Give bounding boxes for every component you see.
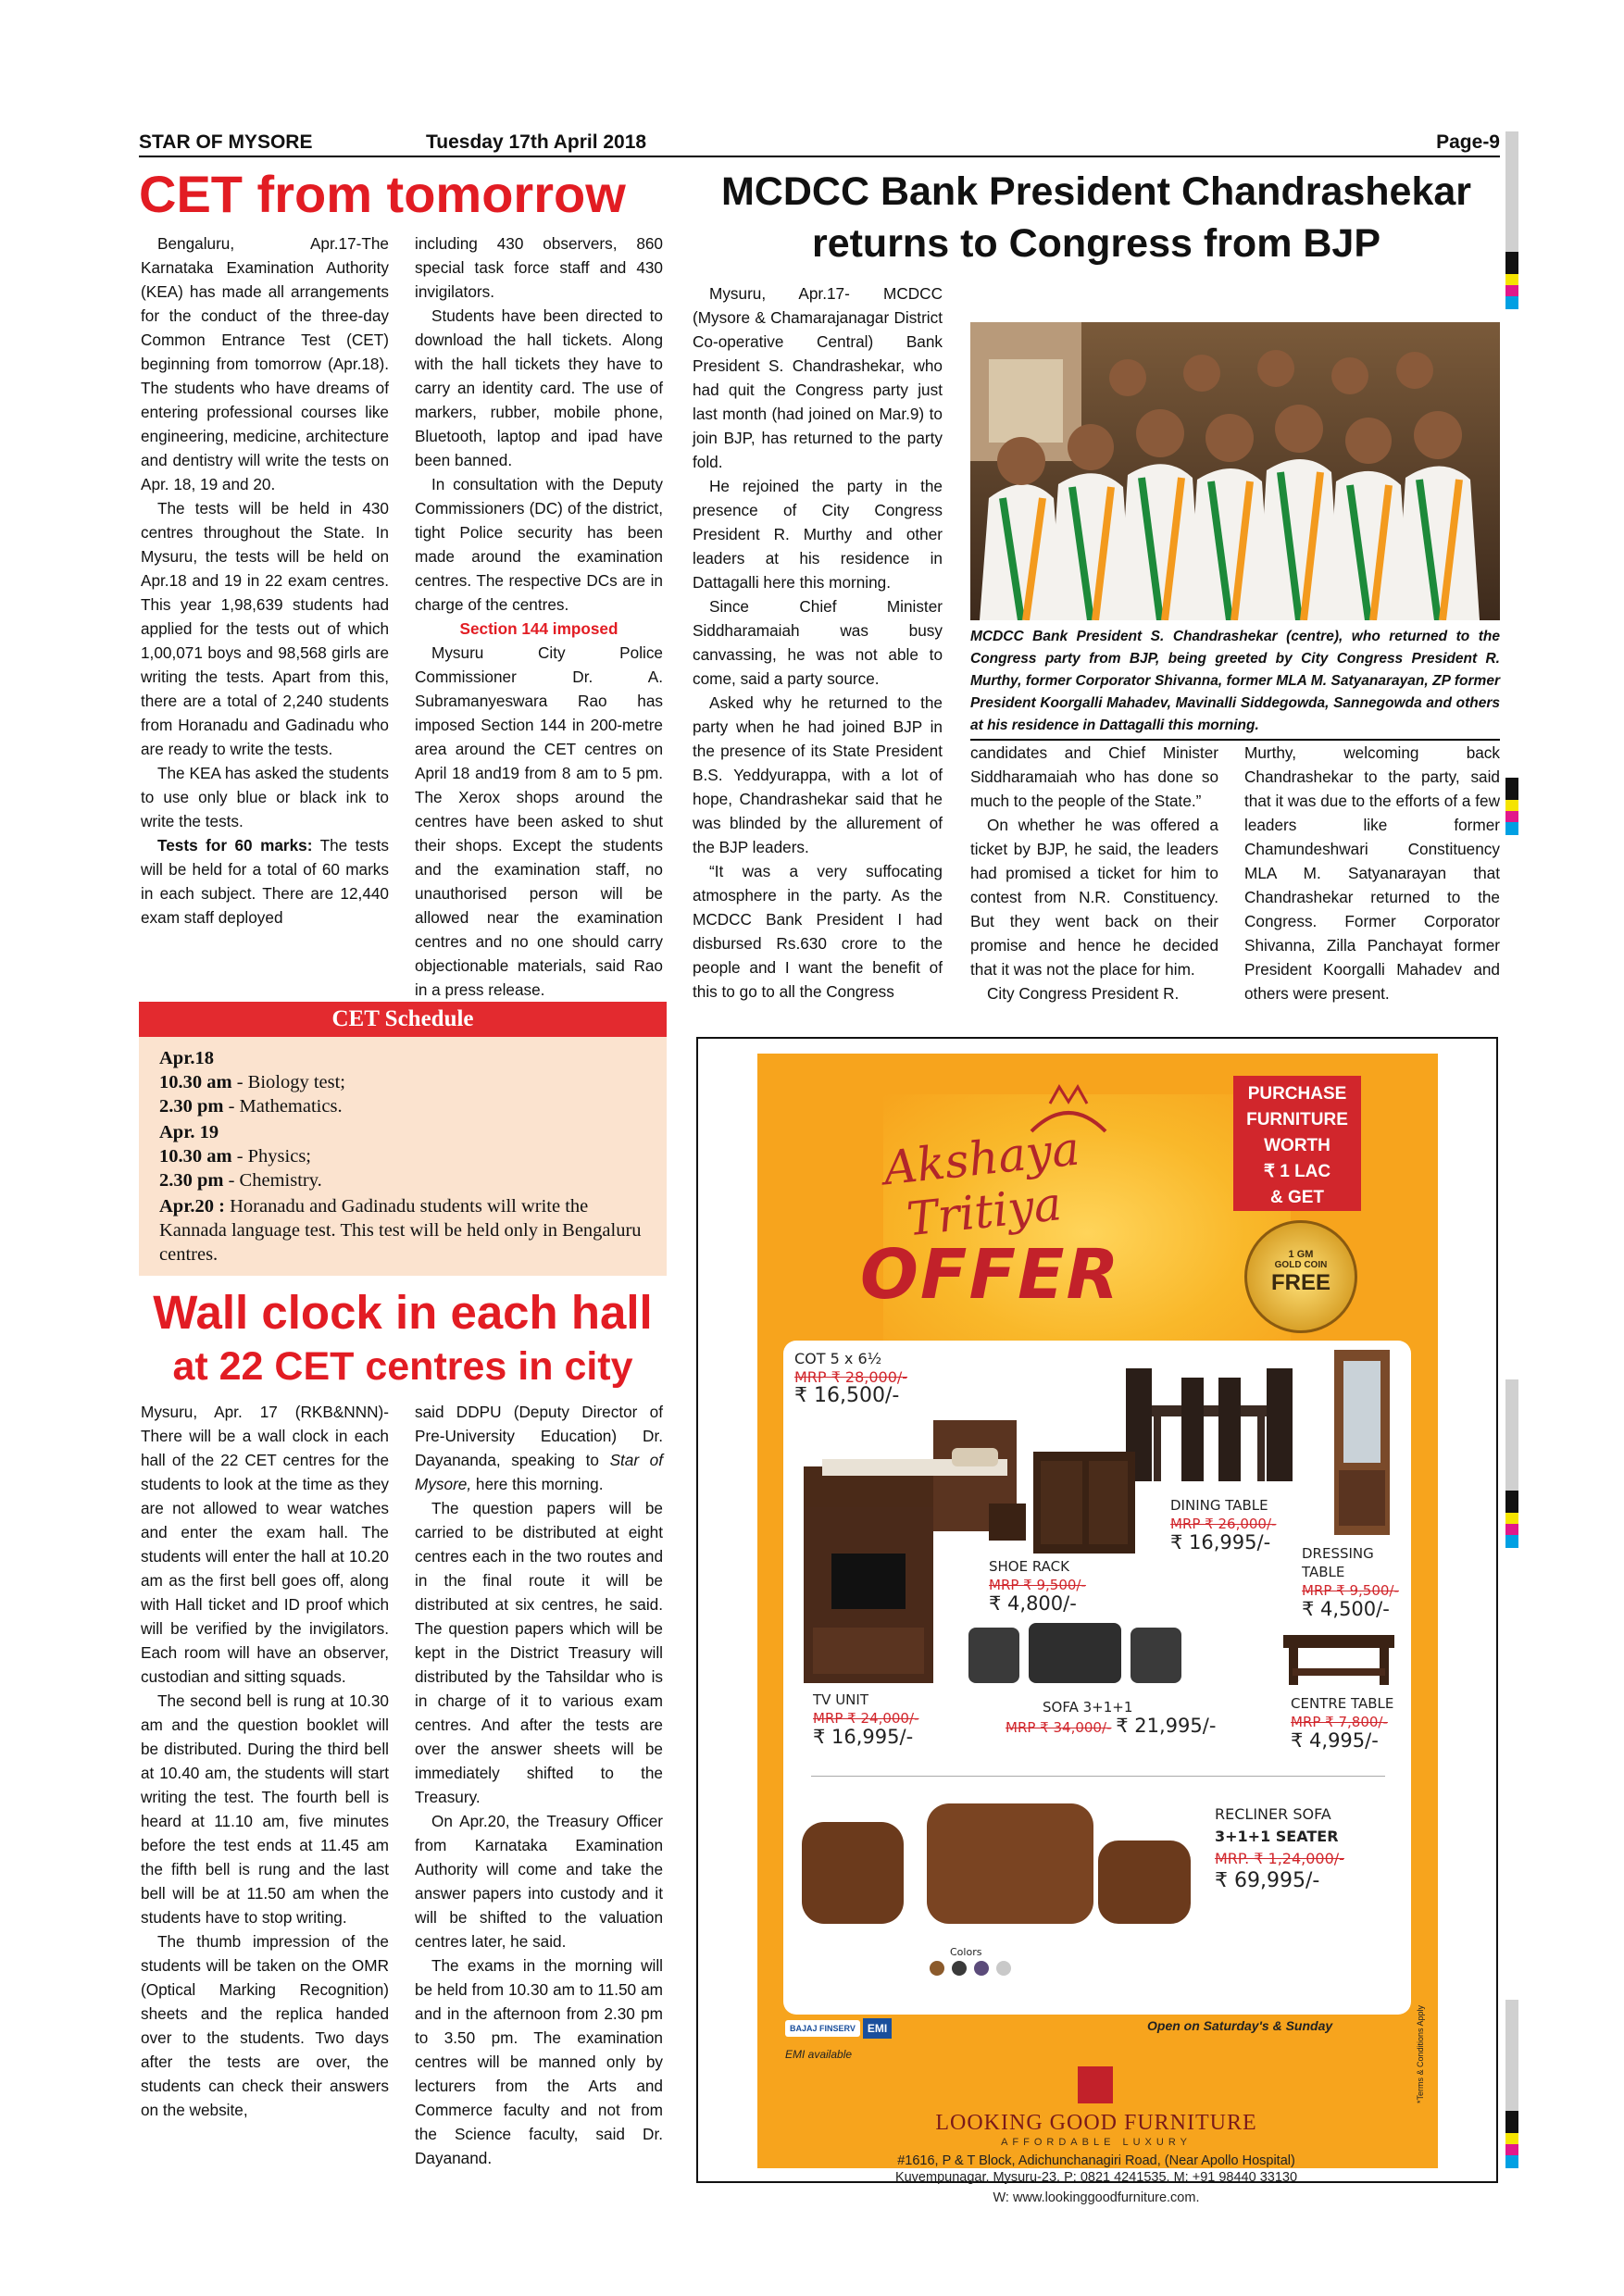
- emi-available: EMI available: [785, 2048, 853, 2061]
- dining-table-icon: [1126, 1359, 1293, 1492]
- furniture-advertisement: [696, 1037, 1498, 2205]
- product-price: ₹ 4,800/-: [989, 1592, 1077, 1615]
- cet-para-8: Mysuru City Police Commissioner Dr. A. Subramanyeswara Rao has imposed Section 144 in 200-metre area around the CET centres on April 18 and19 from 8 am to 5 pm. The Xerox shops around the centres have been asked to shut their shops. Except the students and the examination staff, no unauthorised person will be allowed near the examination centres and no one should carry objectionable materials, said Rao in a press release.: [415, 643, 663, 999]
- product-price: ₹ 4,500/-: [1302, 1598, 1390, 1620]
- offer-title: OFFER: [860, 1235, 1121, 1315]
- emi-logo: [785, 2018, 892, 2039]
- tv-unit-icon: [804, 1507, 933, 1687]
- wallclock-para-3: The thumb impression of the students will be taken on the OMR (Optical Marking Recognition) sheets and the replica handed over to the students. Two days after the tests are over, the students can check their answers on the website,: [141, 1932, 389, 2119]
- coin-free: FREE: [1270, 1270, 1330, 1295]
- color-swatches: [930, 1961, 1011, 1976]
- dining-table-label: [1170, 1496, 1276, 1552]
- mcdcc-para-7: On whether he was offered a ticket by BJP, he said, the leaders had promised a ticket for him to contest from N.R. Constituency. But they went back on their promise and hence he decided that it was not the place for him.: [970, 816, 1218, 979]
- schedule-subject: - Chemistry.: [223, 1170, 322, 1191]
- store-address-1: #1616, P & T Block, Adichunchanagiri Road, (Near Apollo Hospital): [897, 2153, 1295, 2168]
- product-name: TV UNIT: [813, 1691, 868, 1708]
- panel-divider: [811, 1776, 1385, 1777]
- open-days: Open on Saturday's & Sunday: [1147, 2018, 1333, 2033]
- schedule-date-apr20: Apr.20 :: [159, 1196, 225, 1217]
- store-address-2: Kuvempunagar, Mysuru-23. P: 0821 4241535, M: +91 98440 33130: [894, 2170, 1298, 2185]
- product-name: RECLINER SOFA: [1215, 1805, 1331, 1823]
- recliner-sofa-label: [1215, 1803, 1344, 1892]
- product-mrp: MRP ₹ 34,000/-: [1006, 1719, 1112, 1736]
- schedule-subject: - Physics;: [231, 1146, 312, 1167]
- color-swatch-1: [930, 1961, 944, 1976]
- paper-name-italic: Star of Mysore,: [415, 1451, 663, 1493]
- schedule-time: 10.30 am: [159, 1072, 232, 1092]
- product-price: ₹ 16,995/-: [813, 1726, 914, 1748]
- cet-para-3: The KEA has asked the students to use only blue or black ink to write the tests.: [141, 764, 389, 830]
- product-mrp: MRP ₹ 9,500/-: [1302, 1582, 1399, 1599]
- color-swatch-3: [974, 1961, 989, 1976]
- centre-table-label: [1291, 1694, 1393, 1750]
- schedule-time: 10.30 am: [159, 1146, 232, 1167]
- wallclock-column-2: [415, 1400, 663, 2170]
- mcdcc-para-5: “It was a very suffocating atmosphere in the party. As the MCDCC Bank President I had disbursed Rs.630 crore to the people and I want the benefit of this to go to all the Congress: [693, 862, 943, 1001]
- tv-unit-label: [813, 1691, 918, 1746]
- masthead: [139, 131, 1500, 157]
- product-price: ₹ 16,995/-: [1170, 1531, 1271, 1554]
- marks-text: The tests will be held for a total of 60 marks in each subject. There are 12,440 exam staff deployed: [141, 836, 390, 927]
- shoe-rack-icon: [1033, 1452, 1135, 1557]
- product-name: SHOE RACK: [989, 1558, 1069, 1575]
- store-logo-icon: [1078, 2066, 1113, 2103]
- schedule-title: CET Schedule: [139, 1002, 667, 1037]
- mcdcc-photo-caption: MCDCC Bank President S. Chandrashekar (centre), who returned to the Congress party from BJP, being greeted by City Congress President R. Murthy, former Corporator Shivanna, former MLA M. Satyanarayan, ZP former President Koorgalli Mahadev, Mavinalli Siddegowda, Sannegowda and others at his residence in Dattagalli this morning.: [970, 626, 1500, 741]
- schedule-date-apr19: Apr. 19: [159, 1122, 219, 1142]
- sofa-price-row: [1006, 1716, 1216, 1737]
- mcdcc-column-2: [970, 741, 1218, 1005]
- wallclock-para-2: The second bell is rung at 10.30 am and the question booklet will be distributed. During the third bell at 10.40 am, the students will start writing the test. The fourth bell is heard at 11.10 am, five minutes before the test ends at 11.45 am the fifth bell is rung and the last bell will be at 11.50 am when the students have to stop writing.: [141, 1691, 389, 1927]
- sofa-label: [1006, 1698, 1216, 1737]
- festival-name-1: Akshaya: [881, 1121, 1082, 1196]
- colors-label: Colors: [950, 1946, 982, 1958]
- coin-label: GOLD COIN: [1274, 1260, 1328, 1270]
- cet-para-5: including 430 observers, 860 special task force staff and 430 invigilators.: [415, 234, 663, 301]
- page-number: Page-9: [1436, 131, 1500, 153]
- cet-para-4: [141, 833, 389, 930]
- mcdcc-para-2: He rejoined the party in the presence of City Congress President R. Murthy and other leaders at his residence in Dattagalli here this morning.: [693, 477, 943, 592]
- wallclock-para-5: The question papers will be carried to be distributed at eight centres each in the two routes and in the final route it will be distributed at six centres, he said. The question papers which will be kept in the District Treasury will distributed by the Tahsildar who is in charge of it to various exam centres. And after the tests are over the answer sheets will be immediately shifted to the Treasury.: [415, 1499, 663, 1806]
- schedule-item-4: [159, 1168, 650, 1192]
- dressing-table-icon: [1330, 1350, 1394, 1539]
- schedule-item-5: [159, 1194, 650, 1267]
- mcdcc-photo: [970, 322, 1500, 620]
- wallclock-para-1: Mysuru, Apr. 17 (RKB&NNN)- There will be a wall clock in each hall of the 22 CET centres for the students to look at the time as they are not allowed to wear watches and enter the exam hall. The students will enter the hall at 10.20 am as the first bell goes off, along with Hall ticket and ID proof which will be verified by the invigilators. Each room will have an observer, custodian and sitting squads.: [141, 1403, 389, 1686]
- product-name: CENTRE TABLE: [1291, 1695, 1394, 1712]
- purchase-banner: [1233, 1076, 1361, 1211]
- product-mrp: MRP ₹ 26,000/-: [1170, 1516, 1277, 1532]
- product-name: DINING TABLE: [1170, 1497, 1268, 1514]
- schedule-body: [139, 1037, 667, 1276]
- product-price: ₹ 4,995/-: [1291, 1729, 1379, 1752]
- wallclock-subheadline: at 22 CET centres in city: [172, 1344, 633, 1389]
- schedule-note: Horanadu and Gadinadu students will write the Kannada language test. This test will be held only in Bengaluru centres.: [159, 1196, 642, 1265]
- emi-badge: EMI: [863, 2018, 892, 2039]
- mcdcc-subheadline: returns to Congress from BJP: [811, 221, 1381, 266]
- schedule-date-apr18: Apr.18: [159, 1048, 215, 1068]
- cet-para-7: In consultation with the Deputy Commissioners (DC) of the district, tight Police security has been made around the examination centres. The respective DCs are in charge of the centres.: [415, 475, 663, 614]
- product-name: COT 5 x 6½: [794, 1350, 882, 1367]
- coin-weight: 1 GM: [1288, 1249, 1314, 1260]
- cmyk-marks-3: [1505, 1491, 1518, 1548]
- mcdcc-para-4: Asked why he returned to the party when he had joined BJP in the presence of its State President B.S. Yeddyurappa, with a lot of hope, Chandrashekar said that he was blinded by the allurement of the BJP leaders.: [693, 693, 943, 856]
- bajaj-finserv-logo: BAJAJ FINSERV: [785, 2020, 860, 2037]
- schedule-item-2: [159, 1094, 650, 1118]
- mcdcc-headline: MCDCC Bank President Chandrashekar: [720, 169, 1472, 214]
- banner-line: FURNITURE: [1246, 1110, 1348, 1129]
- gold-coin-icon: [1244, 1220, 1357, 1333]
- store-name: LOOKING GOOD FURNITURE: [935, 2111, 1257, 2135]
- issue-date: Tuesday 17th April 2018: [426, 131, 647, 153]
- color-swatch-4: [996, 1961, 1011, 1976]
- mcdcc-para-9: Murthy, welcoming back Chandrashekar to the party, said that it was due to the efforts of a few leaders like former Chamundeshwari Constituency MLA M. Satyanarayan that Chandrashekar returned to the Congress. Former Corporator Shivanna, Zilla Panchayat former President Koorgalli Mahadev and others were present.: [1244, 743, 1500, 1003]
- product-mrp: MRP ₹ 24,000/-: [813, 1710, 919, 1727]
- dressing-table-label: [1302, 1544, 1411, 1618]
- cet-column-1: [141, 231, 389, 930]
- registration-strip-mid: [1505, 1379, 1518, 1491]
- shoe-rack-label: [989, 1557, 1086, 1613]
- schedule-day-1: [159, 1046, 650, 1070]
- schedule-item-3: [159, 1144, 650, 1168]
- store-tagline: AFFORDABLE LUXURY: [1001, 2137, 1192, 2148]
- product-panel: [783, 1341, 1411, 2015]
- mcdcc-para-6: candidates and Chief Minister Siddharamaiah who has done so much to the people of the State.”: [970, 743, 1218, 810]
- wallclock-para-7: The exams in the morning will be held from 10.30 am to 11.50 am and in the afternoon from 2.30 pm to 3.50 pm. The examination centres will be manned only by lecturers from the Arts and Commerce faculty and not from the Science faculty, said Dr. Dayanand.: [415, 1956, 663, 2167]
- product-variant: 3+1+1 SEATER: [1215, 1828, 1339, 1845]
- product-mrp: MRP. ₹ 1,24,000/-: [1215, 1850, 1344, 1867]
- festival-name-2: Tritiya: [904, 1177, 1065, 1247]
- product-mrp: MRP ₹ 7,800/-: [1291, 1714, 1388, 1730]
- color-swatch-2: [952, 1961, 967, 1976]
- cet-headline: CET from tomorrow: [139, 165, 626, 223]
- marks-label: Tests for 60 marks:: [157, 836, 313, 855]
- paper-name: STAR OF MYSORE: [139, 131, 313, 153]
- wallclock-text: said DDPU (Deputy Director of Pre-University Education) Dr. Dayananda, speaking to: [415, 1403, 663, 1469]
- registration-strip-top: [1505, 131, 1518, 252]
- cet-column-2: [415, 231, 663, 1002]
- schedule-time: 2.30 pm: [159, 1170, 224, 1191]
- wallclock-column-1: [141, 1400, 389, 2122]
- schedule-subject: - Mathematics.: [223, 1096, 343, 1117]
- mcdcc-column-3: [1244, 741, 1500, 1005]
- sofa-icon: [968, 1618, 1181, 1696]
- banner-line: PURCHASE: [1247, 1084, 1347, 1104]
- cmyk-marks-4: [1505, 2111, 1518, 2168]
- product-name: SOFA 3+1+1: [1043, 1699, 1133, 1716]
- product-price: ₹ 21,995/-: [1116, 1715, 1217, 1737]
- mcdcc-para-3: Since Chief Minister Siddharamaiah was busy canvassing, he was not able to come, said a party source.: [693, 597, 943, 688]
- product-mrp: MRP ₹ 28,000/-: [794, 1368, 908, 1386]
- terms-note: *Terms & Conditions Apply: [1416, 2004, 1425, 2103]
- cmyk-marks-1: [1505, 252, 1518, 309]
- cet-para-6: Students have been directed to download the hall tickets. Along with the hall tickets they have to carry an identity card. The use of markers, rubber, mobile phone, Bluetooth, laptop and ipad have been banned.: [415, 306, 663, 469]
- schedule-item-1: [159, 1070, 650, 1094]
- wallclock-headline: Wall clock in each hall: [153, 1286, 653, 1339]
- mcdcc-para-8: City Congress President R.: [987, 984, 1180, 1003]
- section-144-subhead: Section 144 imposed: [459, 619, 618, 638]
- wallclock-para-4: [415, 1400, 663, 1496]
- product-name: DRESSING TABLE: [1302, 1545, 1374, 1580]
- cet-para-2: The tests will be held in 430 centres throughout the State. In Mysuru, the tests will be held on Apr.18 and 19 in 22 exam centres. This year 1,98,639 students had applied for the tests out of which 1,00,071 boys and 98,568 girls are writing the tests. Apart from this, there are a total of 2,240 students from Horanadu and Gadinadu who are ready to write the tests.: [141, 499, 389, 758]
- centre-table-icon: [1283, 1635, 1394, 1694]
- product-price: ₹ 69,995/-: [1215, 1869, 1320, 1892]
- cet-para-1: Bengaluru, Apr.17-The Karnataka Examination Authority (KEA) has made all arrangements for the conduct of the three-day Common Entrance Test (CET) beginning from tomorrow (Apr.18). The students who have dreams of entering professional courses like engineering, medicine, architecture and dentistry will write the tests on Apr. 18, 19 and 20.: [141, 234, 389, 493]
- registration-strip-bottom: [1505, 2000, 1518, 2111]
- schedule-subject: - Biology test;: [231, 1072, 346, 1092]
- group-photo-illustration: [970, 322, 1500, 620]
- store-website: W: www.lookinggoodfurniture.com.: [993, 2190, 1200, 2205]
- wallclock-para-6: On Apr.20, the Treasury Officer from Karnataka Examination Authority will come and take the answer papers into custody and it will be shifted to the valuation centres later, he said.: [415, 1812, 663, 1951]
- wallclock-text: here this morning.: [471, 1475, 604, 1493]
- recliner-sofa-icon: [802, 1794, 1191, 1946]
- schedule-time: 2.30 pm: [159, 1096, 224, 1117]
- cmyk-marks-2: [1505, 778, 1518, 835]
- cot-label: [794, 1350, 907, 1405]
- banner-line: ₹ 1 LAC: [1263, 1162, 1331, 1181]
- banner-line: WORTH: [1264, 1136, 1330, 1155]
- schedule-day-2: [159, 1120, 650, 1144]
- mcdcc-para-1: Mysuru, Apr.17- MCDCC (Mysore & Chamarajanagar District Co-operative Central) Bank President S. Chandrashekar, who had quit the Congress party just last month (had joined on Mar.9) to join BJP, has returned to the party fold.: [693, 284, 943, 471]
- product-mrp: MRP ₹ 9,500/-: [989, 1577, 1086, 1593]
- banner-line: & GET: [1269, 1188, 1325, 1207]
- product-price: ₹ 16,500/-: [794, 1384, 900, 1407]
- mcdcc-column-1: [693, 281, 943, 1004]
